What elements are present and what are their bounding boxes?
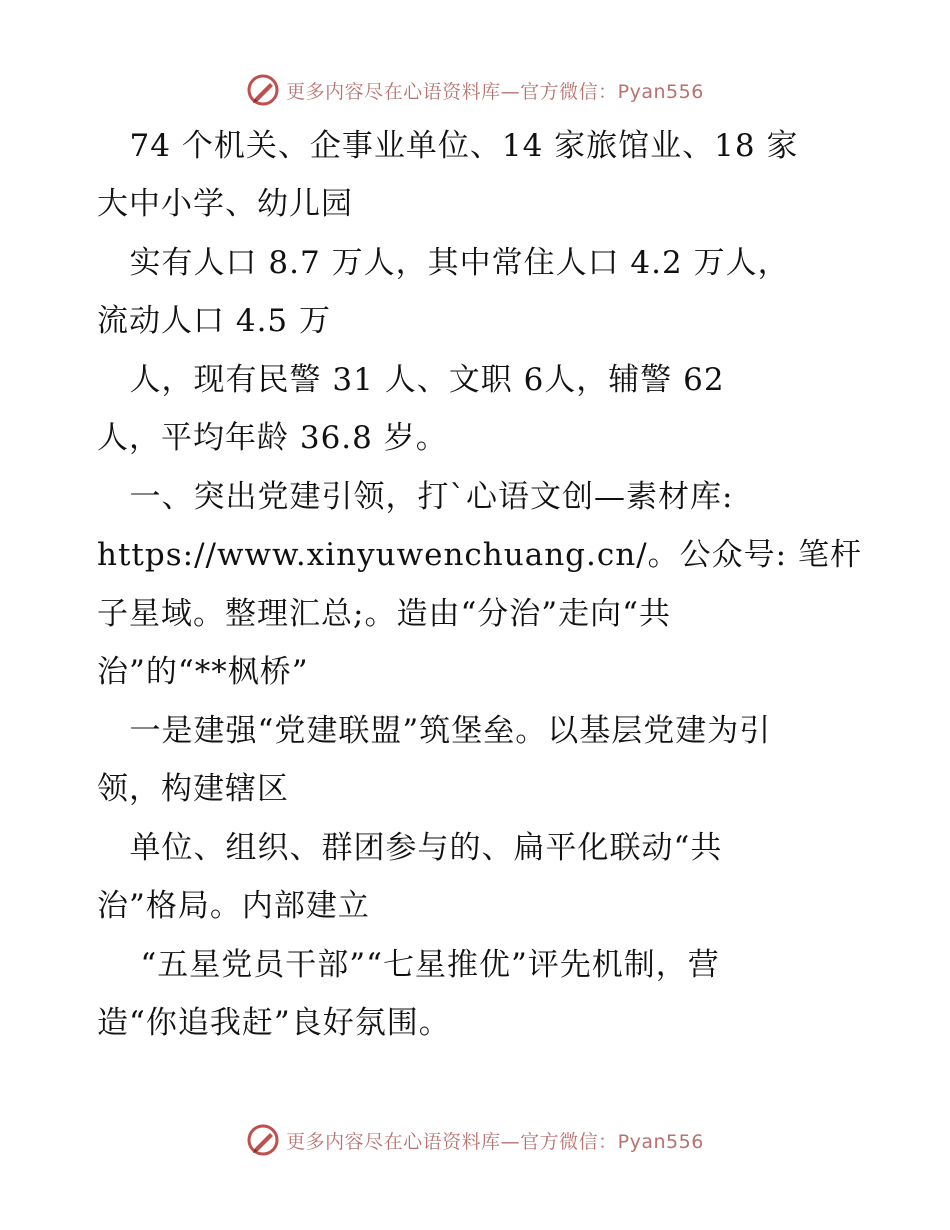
watermark-text: 更多内容尽在心语资料库—官方微信：Pyan556 [286,80,704,103]
text-line: 治”格局。内部建立 [97,888,370,924]
text-line: https://www.xinyuwenchuang.cn/。公众号: 笔杆 [97,537,862,573]
watermark-text: 更多内容尽在心语资料库—官方微信：Pyan556 [286,1130,704,1153]
pen-logo-icon [246,1123,280,1157]
text-line: 子星域。整理汇总;。造由“分治”走向“共 [97,596,671,632]
text-line: 造“你追我赶”良好氛围。 [97,1005,451,1041]
text-line: 人，平均年龄 36.8 岁。 [97,420,448,456]
text-line: 人，现有民警 31 人、文职 6人，辅警 62 [97,362,725,398]
footer-watermark [0,1120,950,1160]
text-line: 一是建强“党建联盟”筑堡垒。以基层党建为引 [97,713,772,749]
text-line: 流动人口 4.5 万 [97,303,332,339]
text-line: 74 个机关、企事业单位、14 家旅馆业、18 家 [97,128,799,164]
header-watermark [0,70,950,110]
text-line: 大中小学、幼儿园 [97,186,353,222]
text-line: 一、突出党建引领，打ˋ心语文创—素材库: [97,479,734,515]
text-line: “五星党员干部”“七星推优”评先机制，营 [97,947,720,983]
text-line: 领，构建辖区 [97,771,289,807]
text-line: 单位、组织、群团参与的、扁平化联动“共 [97,830,723,866]
text-line: 实有人口 8.7 万人，其中常住人口 4.2 万人， [97,245,790,281]
text-line: 治”的“**枫桥” [97,654,309,690]
pen-logo-icon [246,73,280,107]
